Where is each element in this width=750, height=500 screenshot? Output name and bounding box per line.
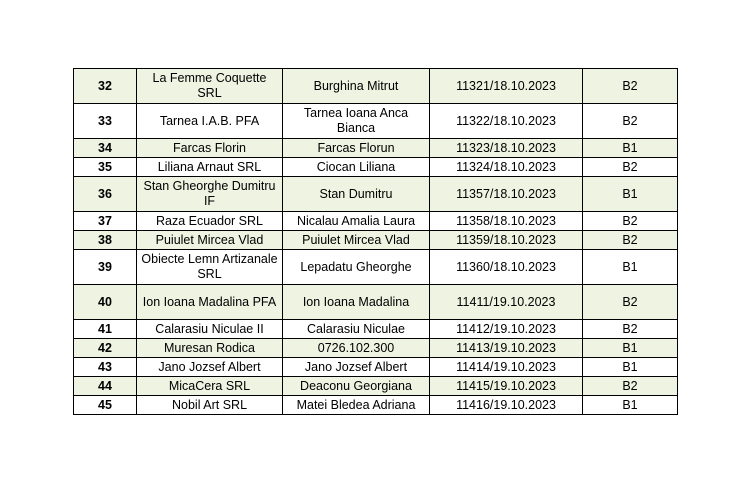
company-name: Nobil Art SRL [137,396,283,415]
row-number: 40 [74,285,137,320]
document-number: 11357/18.10.2023 [430,177,583,212]
document-number: 11322/18.10.2023 [430,104,583,139]
document-number: 11412/19.10.2023 [430,320,583,339]
row-number: 37 [74,212,137,231]
company-name: La Femme Coquette SRL [137,69,283,104]
company-name: Stan Gheorghe Dumitru IF [137,177,283,212]
person-name: Ciocan Liliana [283,158,430,177]
person-name: Ion Ioana Madalina [283,285,430,320]
person-name: Lepadatu Gheorghe [283,250,430,285]
document-number: 11411/19.10.2023 [430,285,583,320]
row-number: 45 [74,396,137,415]
person-name: Jano Jozsef Albert [283,358,430,377]
table-row [74,320,678,339]
table-row [74,285,678,320]
table-row [74,396,678,415]
row-number: 38 [74,231,137,250]
row-number: 39 [74,250,137,285]
document-number: 11414/19.10.2023 [430,358,583,377]
row-number: 42 [74,339,137,358]
table-row [74,69,678,104]
category: B2 [583,320,678,339]
category: B1 [583,177,678,212]
table-row [74,177,678,212]
company-name: MicaCera SRL [137,377,283,396]
person-name: Nicalau Amalia Laura [283,212,430,231]
company-name: Puiulet Mircea Vlad [137,231,283,250]
category: B2 [583,104,678,139]
table-row [74,212,678,231]
company-name: Tarnea I.A.B. PFA [137,104,283,139]
company-name: Muresan Rodica [137,339,283,358]
row-number: 35 [74,158,137,177]
person-name: Tarnea Ioana Anca Bianca [283,104,430,139]
table-row [74,250,678,285]
company-name: Farcas Florin [137,139,283,158]
company-name: Jano Jozsef Albert [137,358,283,377]
person-name: Puiulet Mircea Vlad [283,231,430,250]
document-number: 11416/19.10.2023 [430,396,583,415]
person-name: Stan Dumitru [283,177,430,212]
row-number: 36 [74,177,137,212]
company-name: Ion Ioana Madalina PFA [137,285,283,320]
category: B2 [583,158,678,177]
registry-table [73,68,678,415]
category: B1 [583,139,678,158]
company-name: Liliana Arnaut SRL [137,158,283,177]
row-number: 43 [74,358,137,377]
document-number: 11323/18.10.2023 [430,139,583,158]
person-name: Calarasiu Niculae [283,320,430,339]
document-number: 11415/19.10.2023 [430,377,583,396]
person-name: Deaconu Georgiana [283,377,430,396]
category: B1 [583,339,678,358]
category: B1 [583,358,678,377]
document-number: 11360/18.10.2023 [430,250,583,285]
person-name: Burghina Mitrut [283,69,430,104]
person-name: Matei Bledea Adriana [283,396,430,415]
table-row [74,377,678,396]
company-name: Raza Ecuador SRL [137,212,283,231]
row-number: 33 [74,104,137,139]
category: B2 [583,285,678,320]
table-row [74,104,678,139]
company-name: Obiecte Lemn Artizanale SRL [137,250,283,285]
person-name: Farcas Florun [283,139,430,158]
document-number: 11359/18.10.2023 [430,231,583,250]
table-row [74,231,678,250]
category: B2 [583,231,678,250]
row-number: 41 [74,320,137,339]
row-number: 44 [74,377,137,396]
company-name: Calarasiu Niculae II [137,320,283,339]
category: B2 [583,69,678,104]
category: B1 [583,396,678,415]
category: B1 [583,250,678,285]
category: B2 [583,212,678,231]
document-number: 11413/19.10.2023 [430,339,583,358]
document-number: 11321/18.10.2023 [430,69,583,104]
table-row [74,158,678,177]
row-number: 34 [74,139,137,158]
category: B2 [583,377,678,396]
table-row [74,358,678,377]
document-number: 11358/18.10.2023 [430,212,583,231]
table-row [74,339,678,358]
table-row [74,139,678,158]
row-number: 32 [74,69,137,104]
document-number: 11324/18.10.2023 [430,158,583,177]
person-name: 0726.102.300 [283,339,430,358]
